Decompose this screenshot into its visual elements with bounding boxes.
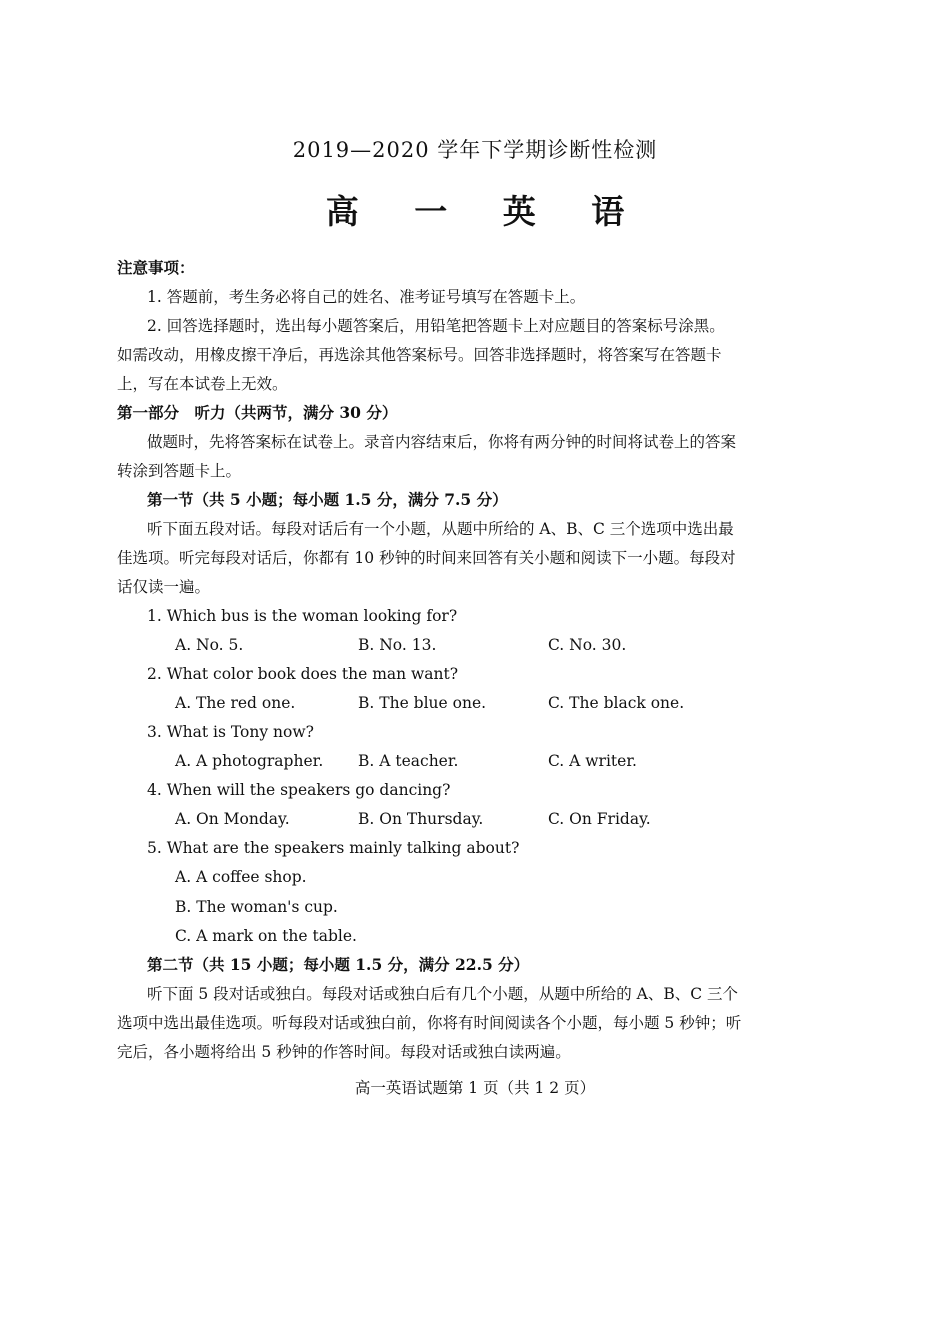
part1-heading: 第一部分 听力（共两节，满分 30 分） <box>117 403 398 422</box>
section2-intro-line-3: 完后，各小题将给出 5 秒钟的作答时间。每段对话或独白读两遍。 <box>117 1043 571 1061</box>
section2-intro-line-1: 听下面 5 段对话或独白。每段对话或独白后有几个小题，从题中所给的 A、B、C 三个 <box>147 985 739 1003</box>
question-2-option-c: C. The black one. <box>548 694 685 712</box>
notes-item-1: 1. 答题前，考生务必将自己的姓名、准考证号填写在答题卡上。 <box>147 288 586 306</box>
notes-item-2-line-3: 上，写在本试卷上无效。 <box>117 375 288 393</box>
section1-heading: 第一节（共 5 小题；每小题 1.5 分，满分 7.5 分） <box>147 490 508 509</box>
question-2-option-a: A. The red one. <box>175 694 296 712</box>
question-5: 5. What are the speakers mainly talking about? <box>147 839 520 857</box>
question-5-option-b: B. The woman's cup. <box>175 898 338 916</box>
notes-heading: 注意事项： <box>117 258 195 277</box>
section2-heading: 第二节（共 15 小题；每小题 1.5 分，满分 22.5 分） <box>147 955 530 974</box>
question-3-option-b: B. A teacher. <box>358 752 459 770</box>
question-1-option-b: B. No. 13. <box>358 636 437 654</box>
question-5-option-c: C. A mark on the table. <box>175 927 357 945</box>
page-footer: 高一英语试题第 1 页（共 1 2 页） <box>354 1079 596 1097</box>
question-4-option-a: A. On Monday. <box>175 810 290 828</box>
question-3-option-c: C. A writer. <box>548 752 637 770</box>
exam-title: 高 一 英 语 <box>325 192 647 231</box>
question-5-option-a: A. A coffee shop. <box>175 868 307 886</box>
question-4-option-b: B. On Thursday. <box>358 810 484 828</box>
question-2-option-b: B. The blue one. <box>358 694 487 712</box>
question-1-option-a: A. No. 5. <box>175 636 244 654</box>
exam-subtitle: 2019—2020 学年下学期诊断性检测 <box>292 138 658 162</box>
question-4: 4. When will the speakers go dancing? <box>147 781 451 799</box>
notes-item-2-line-1: 2. 回答选择题时，选出每小题答案后，用铅笔把答题卡上对应题目的答案标号涂黑。 <box>147 317 725 335</box>
question-2: 2. What color book does the man want? <box>147 665 459 683</box>
question-1: 1. Which bus is the woman looking for? <box>147 607 458 625</box>
section1-intro-line-1: 听下面五段对话。每段对话后有一个小题，从题中所给的 A、B、C 三个选项中选出最 <box>147 520 734 538</box>
question-3: 3. What is Tony now? <box>147 723 314 741</box>
question-3-option-a: A. A photographer. <box>175 752 324 770</box>
section1-intro-line-2: 佳选项。听完每段对话后，你都有 10 秒钟的时间来回答有关小题和阅读下一小题。每段对 <box>117 549 736 567</box>
notes-item-2-line-2: 如需改动，用橡皮擦干净后，再选涂其他答案标号。回答非选择题时，将答案写在答题卡 <box>117 346 722 364</box>
part1-intro-line-1: 做题时，先将答案标在试卷上。录音内容结束后，你将有两分钟的时间将试卷上的答案 <box>147 433 737 451</box>
section1-intro-line-3: 话仅读一遍。 <box>117 578 211 596</box>
section2-intro-line-2: 选项中选出最佳选项。听每段对话或独白前，你将有时间阅读各个小题，每小题 5 秒钟；听 <box>117 1014 742 1032</box>
part1-intro-line-2: 转涂到答题卡上。 <box>117 462 242 480</box>
question-4-option-c: C. On Friday. <box>548 810 651 828</box>
question-1-option-c: C. No. 30. <box>548 636 627 654</box>
